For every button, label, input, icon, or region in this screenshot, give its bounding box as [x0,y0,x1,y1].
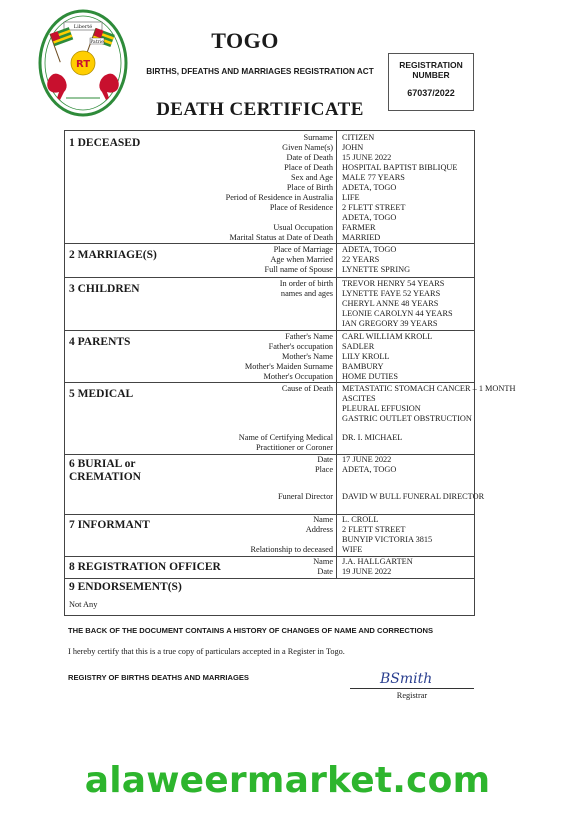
section-heading: 1 DECEASED [69,137,141,149]
field-label: Mother's Occupation [263,372,333,381]
field-value: LIFE [342,193,360,202]
section-heading: 4 PARENTS [69,336,131,348]
registration-label-line1: REGISTRATION [399,60,463,70]
field-label: Marital Status at Date of Death [229,233,333,242]
field-value: JOHN [342,143,364,152]
cause-of-death: ASCITES [342,394,376,403]
registrar-signature [378,665,448,689]
cause-of-death: PLEURAL EFFUSION [342,404,421,413]
child-entry: IAN GREGORY 39 YEARS [342,319,438,328]
child-entry: LEONIE CAROLYN 44 YEARS [342,309,453,318]
section-heading: 2 MARRIAGE(S) [69,249,157,261]
field-label: Practitioner or Coroner [256,443,333,452]
field-label: Date [317,455,333,464]
field-label: Date of Death [286,153,333,162]
registration-label-line2: NUMBER [412,70,450,80]
registry-name: REGISTRY OF BIRTHS DEATHS AND MARRIAGES [68,673,249,682]
field-value: BUNYIP VICTORIA 3815 [342,535,433,544]
field-label: In order of birth [279,279,333,288]
section-heading: 8 REGISTRATION OFFICER [69,561,221,573]
certificate-table [64,130,516,616]
signature-text: BSmith [380,671,433,687]
field-label: Date [317,567,333,576]
field-value: DAVID W BULL FUNERAL DIRECTOR [342,492,485,501]
field-value: ADETA, TOGO [342,213,397,222]
child-entry: LYNETTE FAYE 52 YEARS [342,289,441,298]
section-heading: 5 MEDICAL [69,388,134,400]
field-value: LILY KROLL [342,352,390,361]
field-value: 2 FLETT STREET [342,203,406,212]
field-value: MARRIED [342,233,381,242]
field-label: Relationship to deceased [250,545,333,554]
watermark-text: alaweermarket.com [84,760,491,801]
field-label: Sex and Age [291,173,333,182]
registration-number: 67037/2022 [407,88,455,98]
section-burial [65,455,485,515]
field-value: LYNETTE SPRING [342,265,411,274]
section-heading: CREMATION [69,471,141,483]
registry-act-title: BIRTHS, DFEATHS AND MARRIAGES REGISTRATION ACT [146,67,374,76]
field-value: FARMER [342,223,376,232]
cause-of-death: GASTRIC OUTLET OBSTRUCTION [342,414,472,423]
svg-text:Patrie: Patrie [90,40,104,45]
section-informant [65,515,474,557]
field-label: Mother's Maiden Surname [244,362,333,371]
field-label: Given Name(s) [282,143,333,152]
field-value: WIFE [342,545,363,554]
field-value: L. CROLL [342,515,379,524]
field-value: 2 FLETT STREET [342,525,406,534]
field-value: 17 JUNE 2022 [342,455,392,464]
coat-of-arms-emblem [38,8,128,118]
section-heading: 6 BURIAL or [69,458,136,470]
certification-statement: I hereby certify that this is a true copy of particulars accepted in a Register in Togo. [68,647,345,656]
back-of-document-note: THE BACK OF THE DOCUMENT CONTAINS A HISTORY OF CHANGES OF NAME AND CORRECTIONS [68,626,434,635]
document-title: DEATH CERTIFICATE [156,99,364,120]
section-deceased [65,131,474,244]
field-label: Place of Birth [286,183,333,192]
section-marriage [65,244,474,278]
section-endorsement [65,579,474,615]
field-label: Name [313,557,333,566]
field-label: Name [313,515,333,524]
field-value: ADETA, TOGO [342,245,397,254]
field-label: Funeral Director [277,492,333,501]
field-label: Address [305,525,333,534]
svg-text:RT: RT [75,59,91,70]
registration-number-box [388,53,474,111]
country-name: TOGO [211,28,279,53]
svg-text:Liberté: Liberté [73,24,93,30]
section-heading: 7 INFORMANT [69,519,150,531]
field-value: ADETA, TOGO [342,183,397,192]
section-medical [65,383,516,455]
field-value: HOME DUTIES [342,372,398,381]
field-label: Age when Married [270,255,333,264]
section-heading: 9 ENDORSEMENT(S) [69,581,182,593]
field-label: Place [315,465,333,474]
field-label: Place of Residence [269,203,333,212]
field-value: CARL WILLIAM KROLL [342,332,433,341]
field-label: Name of Certifying Medical [238,433,333,442]
section-heading: 3 CHILDREN [69,283,140,295]
registrar-label: Registrar [396,691,428,700]
field-label: Surname [303,133,333,142]
field-value: DR. I. MICHAEL [342,433,403,442]
field-label: Mother's Name [281,352,333,361]
endorsement-value: Not Any [69,600,98,609]
field-value: J.A. HALLGARTEN [342,557,413,566]
field-value: MALE 77 YEARS [342,173,405,182]
child-entry: TREVOR HENRY 54 YEARS [342,279,445,288]
field-label: Place of Death [284,163,333,172]
field-value: BAMBURY [342,362,384,371]
field-value: 22 YEARS [342,255,380,264]
field-value: 19 JUNE 2022 [342,567,392,576]
field-label: Usual Occupation [273,223,333,232]
cause-of-death: METASTATIC STOMACH CANCER – 1 MONTH [342,384,516,393]
field-label: Cause of Death [281,384,333,393]
field-value: ADETA, TOGO [342,465,397,474]
signature-line [350,688,474,689]
section-children [65,278,474,331]
field-value: 15 JUNE 2022 [342,153,392,162]
field-label: Father's Name [285,332,333,341]
field-value: CITIZEN [342,133,375,142]
section-parents [65,331,474,383]
field-value: HOSPITAL BAPTIST BIBLIQUE [342,163,458,172]
child-entry: CHERYL ANNE 48 YEARS [342,299,439,308]
field-label: Father's occupation [268,342,333,351]
section-registration-officer [65,557,474,579]
field-label: Period of Residence in Australia [225,193,333,202]
field-label: names and ages [280,289,333,298]
field-value: SADLER [342,342,375,351]
field-label: Place of Marriage [273,245,333,254]
field-label: Full name of Spouse [264,265,333,274]
